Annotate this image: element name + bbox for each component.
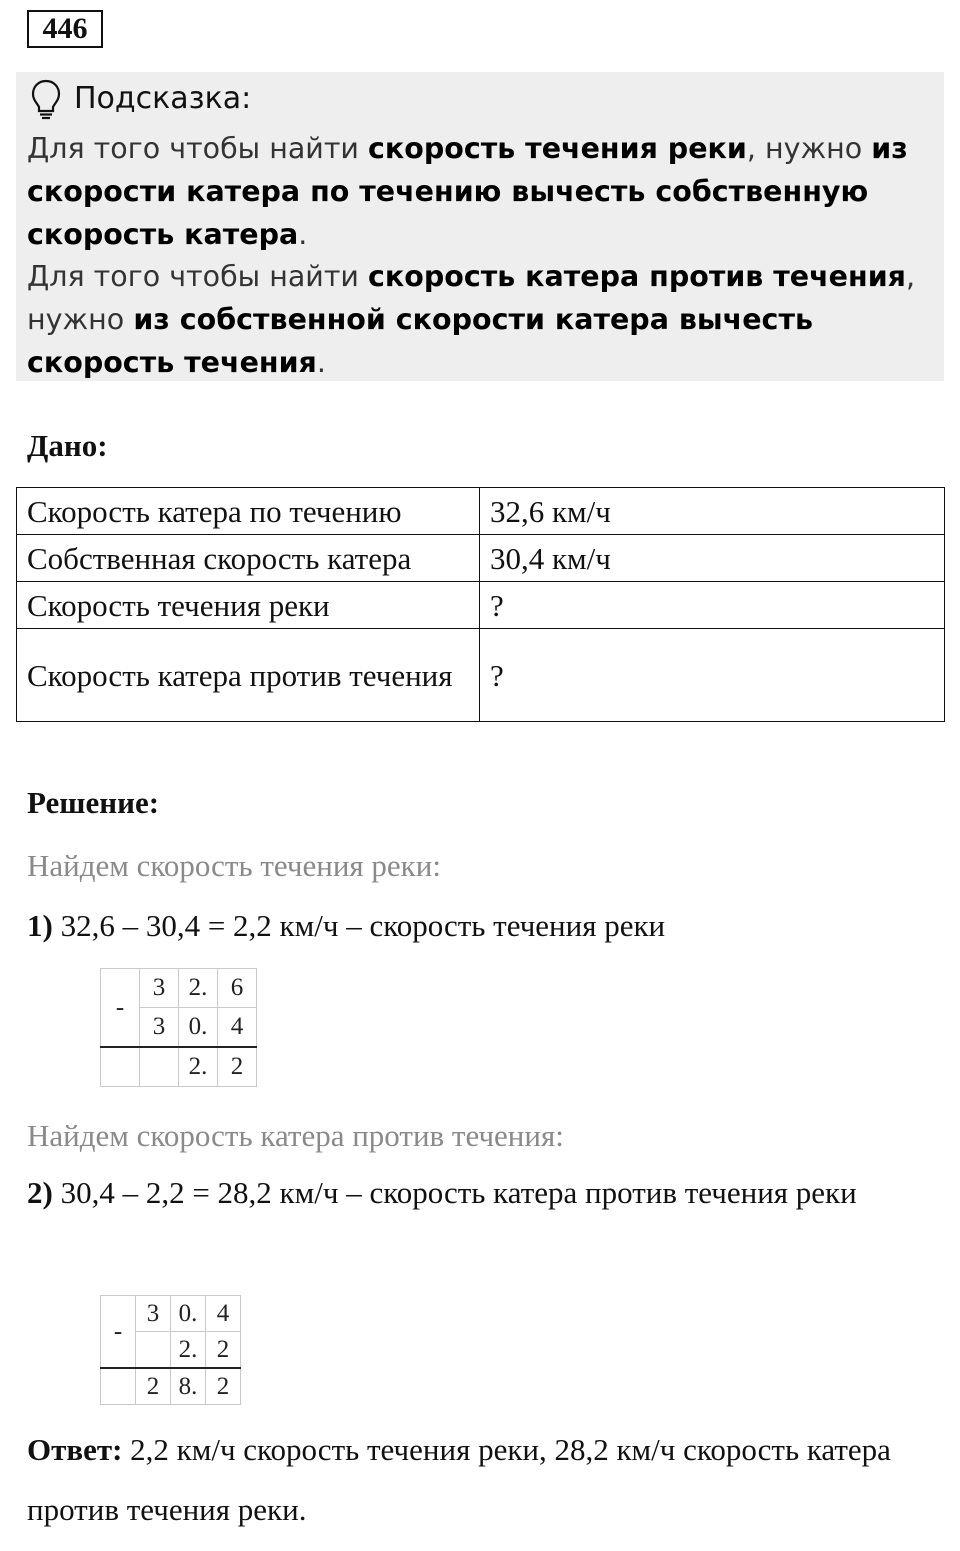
given-label: Собственная скорость катера: [17, 535, 480, 582]
step-number: 2): [27, 1175, 53, 1210]
calc-empty: [101, 1047, 140, 1087]
solution-heading: Решение:: [27, 785, 160, 820]
calc-digit: 2: [218, 1047, 257, 1087]
table-row: [17, 488, 945, 535]
table-row: [17, 582, 945, 629]
lightbulb-icon: [30, 78, 62, 120]
answer-text: 2,2 км/ч скорость течения реки, 28,2 км/ч скорость катера против течения реки.: [27, 1432, 891, 1527]
calc-digit: 2: [206, 1368, 241, 1405]
table-row: [17, 535, 945, 582]
hint-bold-text: из скорости катера по течению вычесть собственную скорость катера: [27, 132, 908, 251]
minus-sign: -: [101, 969, 140, 1048]
calc-digit: 2: [206, 1332, 241, 1369]
calc-digit: 2.: [179, 1047, 218, 1087]
calc-digit: 3: [140, 969, 179, 1008]
calc-result-row: [101, 1047, 257, 1087]
calc-digit: 0.: [179, 1008, 218, 1048]
given-label: Скорость катера по течению: [17, 488, 480, 535]
answer-label: Ответ:: [27, 1432, 123, 1467]
task-number: 446: [27, 10, 103, 48]
calc-digit: 4: [218, 1008, 257, 1048]
step2-intro: Найдем скорость катера против течения:: [27, 1118, 564, 1153]
calc-digit: 0.: [171, 1296, 206, 1332]
step1-equation: [27, 896, 937, 956]
given-value: 30,4 км/ч: [480, 535, 945, 582]
hint-text: .: [316, 346, 326, 379]
step1-intro: Найдем скорость течения реки:: [27, 848, 441, 883]
calc-digit: 2: [136, 1368, 171, 1405]
hint-paragraph-2: [27, 255, 937, 384]
calc-digit: 3: [140, 1008, 179, 1048]
given-table: [16, 487, 945, 722]
answer: [27, 1420, 937, 1540]
hint-bold-text: из собственной скорости катера вычесть скорость течения: [27, 303, 813, 379]
hint-text: .: [298, 218, 308, 251]
calc-result-row: [101, 1368, 241, 1405]
calc-row: [101, 969, 257, 1008]
given-value: 32,6 км/ч: [480, 488, 945, 535]
hint-bold-text: скорость катера против течения: [368, 260, 906, 293]
hint-text: Для того чтобы найти: [27, 260, 369, 293]
given-value: ?: [480, 629, 945, 722]
step2-equation: [27, 1163, 937, 1223]
column-subtraction-2: [100, 1295, 241, 1405]
hint-title: [30, 78, 251, 120]
calc-empty: [101, 1368, 136, 1405]
calc-digit: 8.: [171, 1368, 206, 1405]
calc-digit: [140, 1047, 179, 1087]
given-label: Скорость течения реки: [17, 582, 480, 629]
calc-digit: 2.: [179, 969, 218, 1008]
table-row: [17, 629, 945, 722]
calc-digit: 4: [206, 1296, 241, 1332]
column-subtraction-1: [100, 968, 257, 1087]
calc-digit: 3: [136, 1296, 171, 1332]
hint-text: , нужно: [746, 132, 872, 165]
calc-digit: 6: [218, 969, 257, 1008]
step-number: 1): [27, 908, 53, 943]
calc-digit: 2.: [171, 1332, 206, 1369]
calc-row: [101, 1296, 241, 1332]
hint-text: Для того чтобы найти: [27, 132, 369, 165]
hint-title-text: Подсказка:: [74, 81, 252, 116]
step-text: 32,6 – 30,4 = 2,2 км/ч – скорость течения реки: [52, 908, 666, 943]
given-label: Скорость катера против течения: [17, 629, 480, 722]
step-text: 30,4 – 2,2 = 28,2 км/ч – скорость катера против течения реки: [52, 1175, 857, 1210]
calc-digit: [136, 1332, 171, 1369]
given-heading: Дано:: [27, 428, 108, 463]
hint-bold-text: скорость течения реки: [368, 132, 747, 165]
minus-sign: -: [101, 1296, 136, 1369]
hint-paragraph-1: [27, 127, 937, 256]
hint-text: , нужно: [27, 260, 916, 336]
given-value: ?: [480, 582, 945, 629]
